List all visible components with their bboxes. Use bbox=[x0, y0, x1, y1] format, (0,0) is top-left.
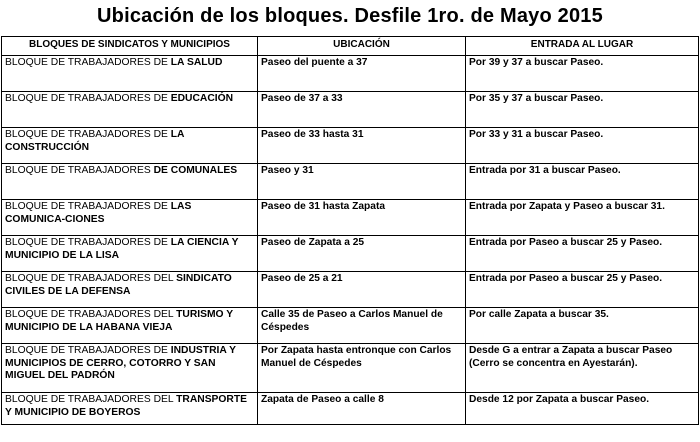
entrada-cell: Por 33 y 31 a buscar Paseo. bbox=[466, 128, 699, 164]
table-row bbox=[2, 236, 699, 272]
header-entrada: ENTRADA AL LUGAR bbox=[466, 37, 699, 56]
ubicacion-cell: Paseo de 31 hasta Zapata bbox=[258, 200, 466, 236]
table-row bbox=[2, 393, 699, 425]
bloque-cell: BLOQUE DE TRABAJADORES DEL TRANSPORTE Y MUNICIPIO DE BOYEROS bbox=[2, 393, 258, 425]
bloque-cell: BLOQUE DE TRABAJADORES DE INDUSTRIA Y MUNICIPIOS DE CERRO, COTORRO Y SAN MIGUEL DEL PADRÓN bbox=[2, 344, 258, 393]
entrada-cell: Entrada por Zapata y Paseo a buscar 31. bbox=[466, 200, 699, 236]
bloque-cell: BLOQUE DE TRABAJADORES DE LAS COMUNICA-CIONES bbox=[2, 200, 258, 236]
table-row bbox=[2, 308, 699, 344]
table-row bbox=[2, 128, 699, 164]
ubicacion-cell: Paseo y 31 bbox=[258, 164, 466, 200]
header-ubicacion: UBICACIÓN bbox=[258, 37, 466, 56]
table-row bbox=[2, 92, 699, 128]
bloque-cell: BLOQUE DE TRABAJADORES DEL TURISMO Y MUNICIPIO DE LA HABANA VIEJA bbox=[2, 308, 258, 344]
ubicacion-cell: Calle 35 de Paseo a Carlos Manuel de Céspedes bbox=[258, 308, 466, 344]
entrada-cell: Por 39 y 37 a buscar Paseo. bbox=[466, 56, 699, 92]
header-bloques: BLOQUES DE SINDICATOS Y MUNICIPIOS bbox=[2, 37, 258, 56]
entrada-cell: Desde 12 por Zapata a buscar Paseo. bbox=[466, 393, 699, 425]
entrada-cell: Por calle Zapata a buscar 35. bbox=[466, 308, 699, 344]
page-title: Ubicación de los bloques. Desfile 1ro. de Mayo 2015 bbox=[97, 5, 603, 27]
bloque-cell: BLOQUE DE TRABAJADORES DE COMUNALES bbox=[2, 164, 258, 200]
table-row bbox=[2, 56, 699, 92]
bloque-cell: BLOQUE DE TRABAJADORES DE LA SALUD bbox=[2, 56, 258, 92]
entrada-cell: Por 35 y 37 a buscar Paseo. bbox=[466, 92, 699, 128]
table-row bbox=[2, 200, 699, 236]
entrada-cell: Entrada por Paseo a buscar 25 y Paseo. bbox=[466, 272, 699, 308]
ubicacion-cell: Paseo de 37 a 33 bbox=[258, 92, 466, 128]
entrada-cell: Entrada por Paseo a buscar 25 y Paseo. bbox=[466, 236, 699, 272]
ubicacion-cell: Por Zapata hasta entronque con Carlos Manuel de Céspedes bbox=[258, 344, 466, 393]
entrada-cell: Entrada por 31 a buscar Paseo. bbox=[466, 164, 699, 200]
bloque-cell: BLOQUE DE TRABAJADORES DE LA CIENCIA Y MUNICIPIO DE LA LISA bbox=[2, 236, 258, 272]
ubicacion-cell: Paseo de 33 hasta 31 bbox=[258, 128, 466, 164]
bloques-table bbox=[1, 36, 699, 425]
table-row bbox=[2, 272, 699, 308]
bloque-cell: BLOQUE DE TRABAJADORES DE EDUCACIÓN bbox=[2, 92, 258, 128]
entrada-cell: Desde G a entrar a Zapata a buscar Paseo (Cerro se concentra en Ayestarán). bbox=[466, 344, 699, 393]
ubicacion-cell: Zapata de Paseo a calle 8 bbox=[258, 393, 466, 425]
ubicacion-cell: Paseo del puente a 37 bbox=[258, 56, 466, 92]
table-row bbox=[2, 344, 699, 393]
bloque-cell: BLOQUE DE TRABAJADORES DE LA CONSTRUCCIÓN bbox=[2, 128, 258, 164]
ubicacion-cell: Paseo de 25 a 21 bbox=[258, 272, 466, 308]
table-header-row bbox=[2, 37, 699, 56]
bloque-cell: BLOQUE DE TRABAJADORES DEL SINDICATO CIVILES DE LA DEFENSA bbox=[2, 272, 258, 308]
ubicacion-cell: Paseo de Zapata a 25 bbox=[258, 236, 466, 272]
table-row bbox=[2, 164, 699, 200]
